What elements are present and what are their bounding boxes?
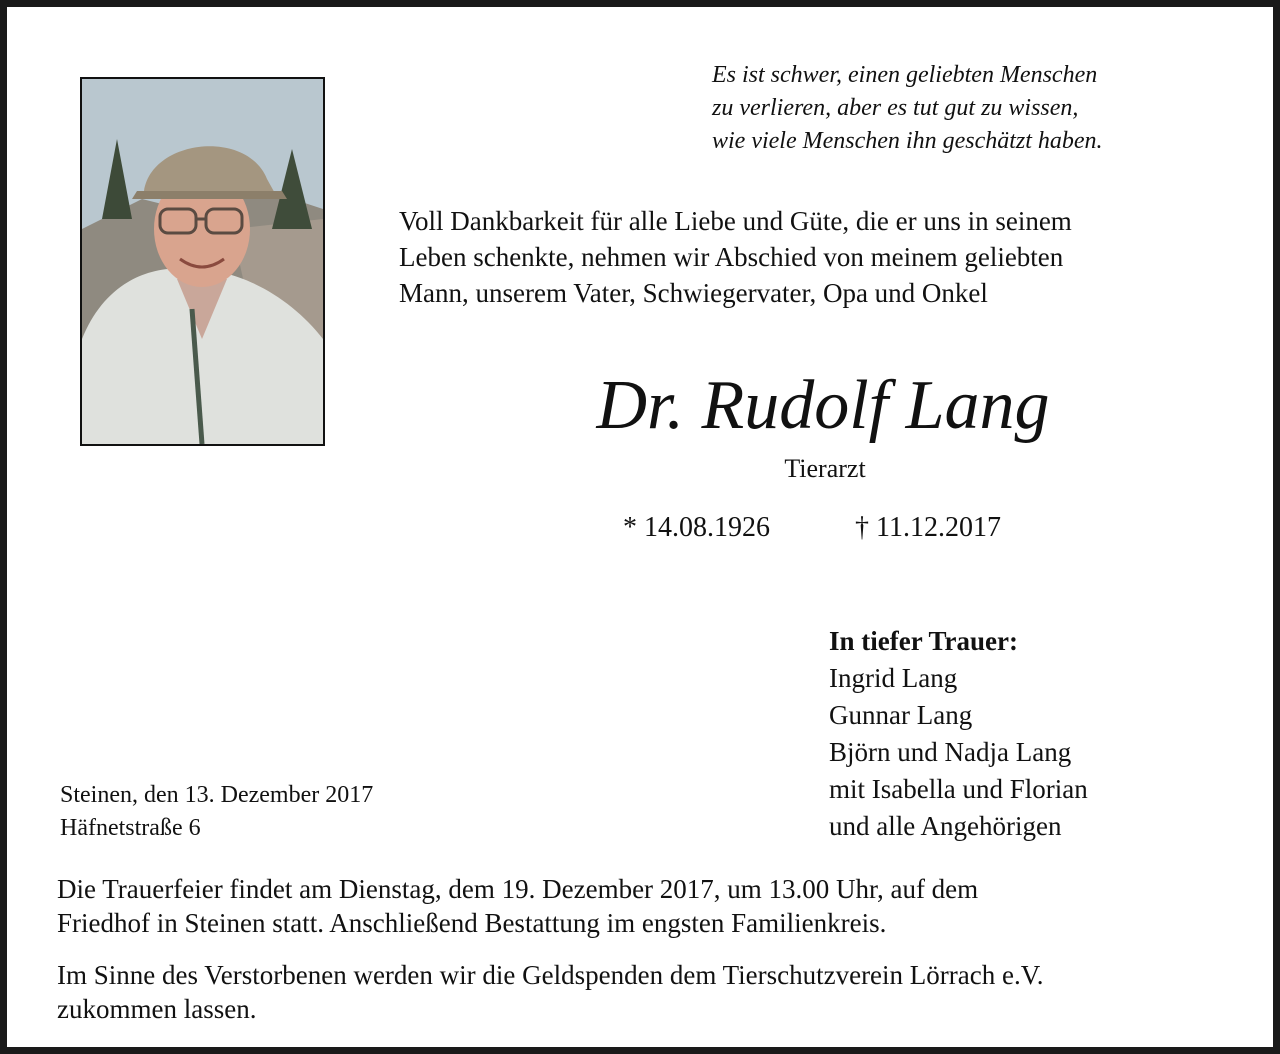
mourners-heading: In tiefer Trauer: [829,626,1018,656]
donation-line: zukommen lassen. [57,994,257,1024]
place-and-date [60,779,373,845]
death-date: † 11.12.2017 [855,512,1001,543]
funeral-line: Friedhof in Steinen statt. Anschließend Bestattung im engsten Familienkreis. [57,908,887,938]
quote-block [712,59,1232,158]
mourner-name: und alle Angehörigen [829,811,1062,841]
deceased-profession: Tierarzt [784,454,866,483]
mourner-name: Ingrid Lang [829,663,958,693]
quote-line: Es ist schwer, einen geliebten Menschen [712,62,1098,88]
funeral-info [57,872,1257,940]
intro-line: Voll Dankbarkeit für alle Liebe und Güte, die er uns in seinem [399,206,1072,236]
birth-date: * 14.08.1926 [623,512,770,543]
mourner-name: Gunnar Lang [829,700,973,730]
deceased-name: Dr. Rudolf Lang [596,367,1050,444]
donation-info [57,958,1257,1026]
place-date-line: Steinen, den 13. Dezember 2017 [60,782,374,808]
funeral-line: Die Trauerfeier findet am Dienstag, dem 19. Dezember 2017, um 13.00 Uhr, auf dem [57,874,979,904]
quote-line: wie viele Menschen ihn geschätzt haben. [712,128,1103,154]
portrait-photo [80,77,325,446]
mourner-name: mit Isabella und Florian [829,774,1088,804]
intro-line: Leben schenkte, nehmen wir Abschied von meinem geliebten [399,242,1064,272]
intro-text [399,203,1259,311]
donation-line: Im Sinne des Verstorbenen werden wir die Geldspenden dem Tierschutzverein Lörrach e.V. [57,960,1044,990]
address-line: Häfnetstraße 6 [60,815,201,841]
mourner-name: Björn und Nadja Lang [829,737,1072,767]
intro-line: Mann, unserem Vater, Schwiegervater, Opa und Onkel [399,278,988,308]
mourners-block [829,623,1088,845]
quote-line: zu verlieren, aber es tut gut zu wissen, [712,95,1079,121]
